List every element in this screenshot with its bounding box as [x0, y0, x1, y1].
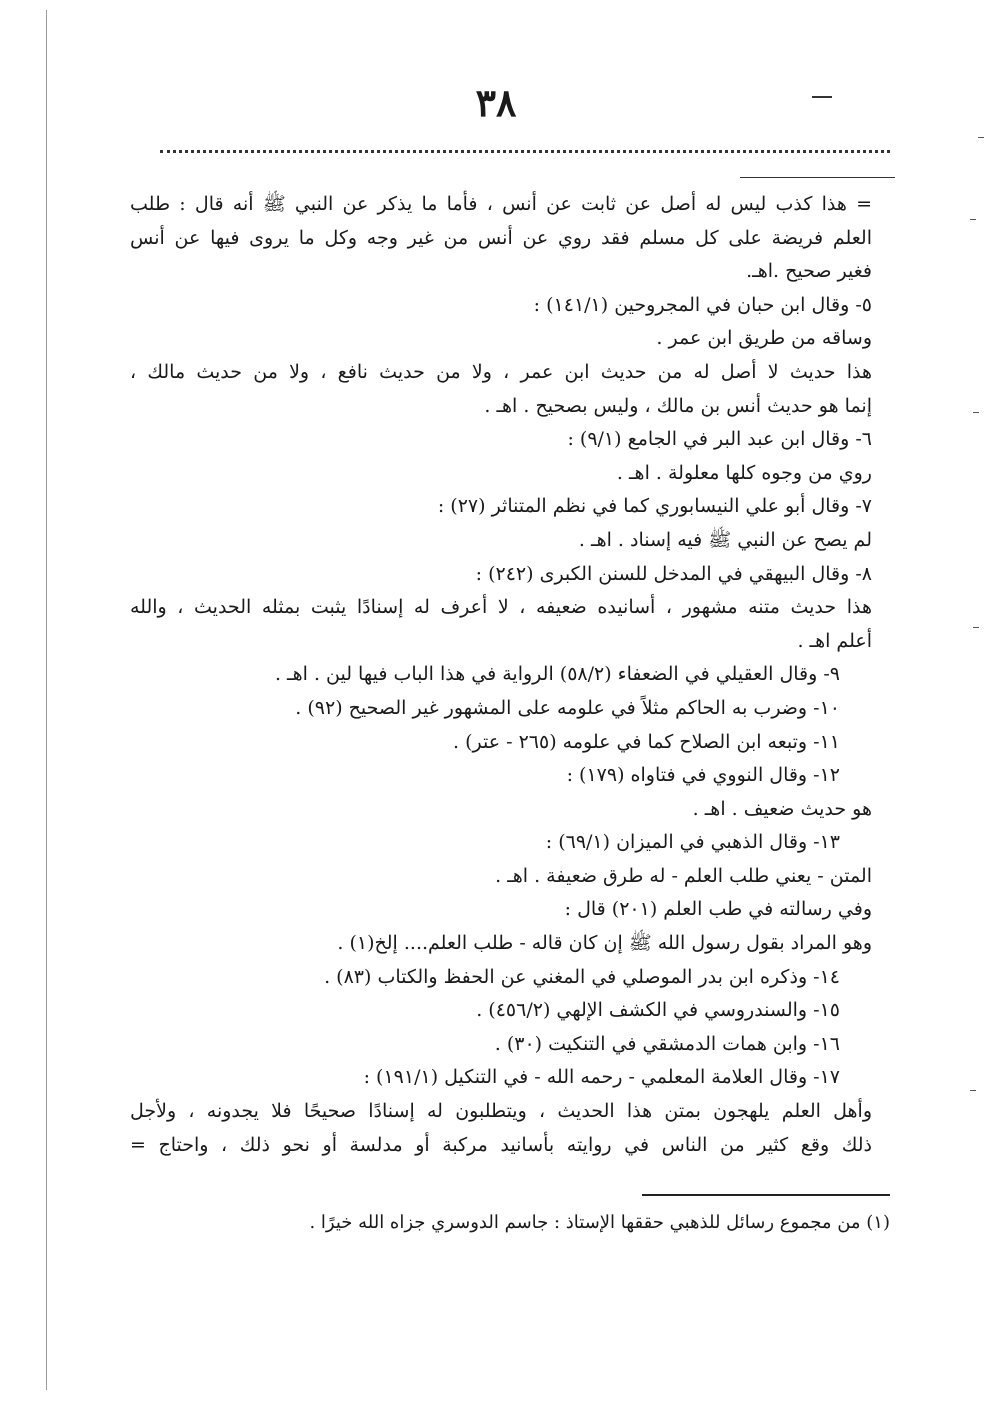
- text-line: ذلك وقع كثير من الناس في روايته بأسانيد مركبة أو مدلسة أو نحو ذلك ، واحتاج =: [130, 1133, 872, 1156]
- text-line: ٨- وقال البيهقي في المدخل للسنن الكبرى (٢٤٢) :: [475, 562, 872, 585]
- text-line: ١٠- وضرب به الحاكم مثلاً في علومه على المشهور غير الصحيح (٩٢) .: [295, 696, 840, 719]
- text-line: ٩- وقال العقيلي في الضعفاء (٥٨/٢) الرواية في هذا الباب فيها لين . اهـ .: [274, 663, 840, 686]
- body-text: [130, 188, 872, 1162]
- text-line: هذا حديث متنه مشهور ، أسانيده ضعيفه ، لا أعرف له إسنادًا يثبت بمثله الحديث ، والله: [130, 596, 872, 619]
- text-line: ١٣- وقال الذهبي في الميزان (٦٩/١) :: [545, 831, 840, 854]
- text-line: أعلم اهـ .: [797, 629, 872, 652]
- scan-mark: [973, 412, 979, 413]
- text-line: وهو المراد بقول رسول الله ﷺ إن كان قاله - طلب العلم.... إلخ(١) .: [337, 932, 872, 955]
- text-line: فغير صحيح .اهـ.: [746, 260, 872, 283]
- text-line: ٧- وقال أبو علي النيسابوري كما في نظم المتناثر (٢٧) :: [437, 495, 872, 518]
- text-line: إنما هو حديث أنس بن مالك ، وليس بصحيح . اهـ .: [484, 394, 872, 417]
- footnote-rule: [642, 1194, 890, 1196]
- text-line: روي من وجوه كلها معلولة . اهـ .: [616, 461, 872, 484]
- text-line: ١٢- وقال النووي في فتاواه (١٧٩) :: [566, 764, 840, 787]
- text-line: العلم فريضة على كل مسلم فقد روي عن أنس من غير وجه وكل ما يروى فيها عن أنس: [130, 226, 872, 249]
- scan-mark: [970, 219, 976, 220]
- text-line: ١٥- والسندروسي في الكشف الإلهي (٤٥٦/٢) .: [476, 999, 840, 1022]
- scan-mark: [970, 1090, 976, 1091]
- text-line: هذا حديث لا أصل له من حديث ابن عمر ، ولا من حديث نافع ، ولا من حديث مالك ،: [130, 360, 872, 383]
- footnote: (١) من مجموع رسائل للذهبي حققها الإستاذ : جاسم الدوسري جزاه الله خيرًا .: [309, 1212, 890, 1233]
- page-number: ٣٨: [475, 80, 517, 125]
- header-dash: [812, 96, 832, 98]
- text-line: ١٤- وذكره ابن بدر الموصلي في المغني عن الحفظ والكتاب (٨٣) .: [324, 965, 840, 988]
- text-line: ١٦- وابن همات الدمشقي في التنكيت (٣٠) .: [494, 1032, 840, 1055]
- text-line: ١١- وتبعه ابن الصلاح كما في علومه (٢٦٥ - عتر) .: [453, 730, 840, 753]
- scan-edge-line: [46, 10, 47, 1390]
- text-line: هو حديث ضعيف . اهـ .: [692, 797, 872, 820]
- text-line: وساقه من طريق ابن عمر .: [656, 327, 872, 350]
- text-line: وفي رسالته في طب العلم (٢٠١) قال :: [564, 898, 872, 921]
- scan-mark: [978, 137, 984, 138]
- header-rule: [740, 177, 895, 178]
- text-line: ١٧- وقال العلامة المعلمي - رحمه الله - في التنكيل (١٩١/١) :: [363, 1066, 840, 1089]
- header-dotted-rule: [160, 150, 890, 153]
- text-line: لم يصح عن النبي ﷺ فيه إسناد . اهـ .: [578, 528, 872, 551]
- text-line: ٦- وقال ابن عبد البر في الجامع (٩/١) :: [567, 428, 872, 451]
- text-line: وأهل العلم يلهجون بمتن هذا الحديث ، ويتطلبون له إسنادًا صحيحًا فلا يجدونه ، ولأجل: [130, 1100, 872, 1123]
- scan-mark: [973, 627, 979, 628]
- text-line: = هذا كذب ليس له أصل عن ثابت عن أنس ، فأما ما يذكر عن النبي ﷺ أنه قال : طلب: [130, 193, 872, 215]
- text-line: المتن - يعني طلب العلم - له طرق ضعيفة . اهـ .: [495, 864, 872, 887]
- text-line: ٥- وقال ابن حبان في المجروحين (١٤١/١) :: [533, 293, 872, 316]
